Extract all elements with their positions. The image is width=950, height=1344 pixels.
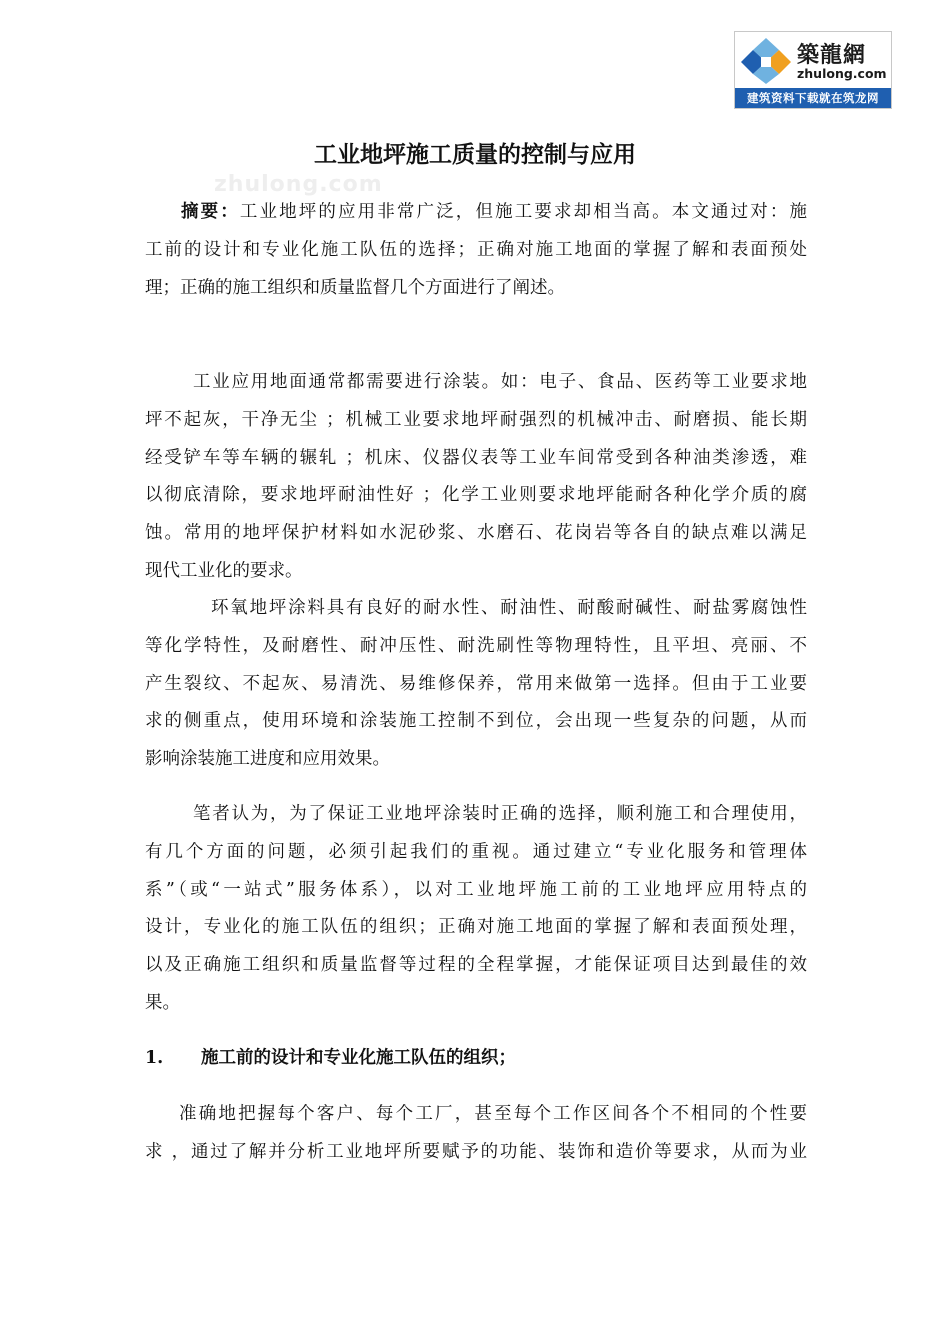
paragraph-line: 笔者认为，为了保证工业地坪涂装时正确的选择，顺利施工和合理使用， [193,804,807,824]
paragraph-line: 坪不起灰，干净无尘 ；机械工业要求地坪耐强烈的机械冲击、耐磨损、能长期 [145,409,807,430]
paragraph-line: 蚀。常用的地坪保护材料如水泥砂浆、水磨石、花岗岩等各自的缺点难以满足 [145,523,807,544]
paragraph-line: 系”（或“一站式”服务体系），以对工业地坪施工前的工业地坪应用特点的 [145,879,807,900]
paragraph-line: 经受铲车等车辆的辗轧 ；机床、仪器仪表等工业车间常受到各种油类渗透，难 [145,447,807,468]
logo-brand-en: zhulong.com [797,66,887,81]
logo-brand-cn: 築龍網 [797,43,867,68]
paragraph-line: 现代工业化的要求。 [145,560,303,581]
paragraph-line: 环氧地坪涂料具有良好的耐水性、耐油性、耐酸耐碱性、耐盐雾腐蚀性 [211,598,807,618]
paragraph-line: 产生裂纹、不起灰、易清洗、易维修保养，常用来做第一选择。但由于工业要 [145,673,807,694]
paragraph-line: 以及正确施工组织和质量监督等过程的全程掌握，才能保证项目达到最佳的效 [145,955,807,976]
paragraph-line: 求 ，通过了解并分析工业地坪所要赋予的功能、装饰和造价等要求，从而为业 [145,1141,807,1162]
abstract-label: 摘要： [181,202,240,222]
abstract-line: 工前的设计和专业化施工队伍的选择；正确对施工地面的掌握了解和表面预处 [145,239,807,260]
section-title: 施工前的设计和专业化施工队伍的组织； [201,1048,516,1068]
logo-diamond-icon [739,36,793,86]
document-title: 工业地坪施工质量的控制与应用 [314,141,636,168]
abstract-paragraph [145,194,807,307]
paragraph-line: 准确地把握每个客户、每个工厂，甚至每个工作区间各个不相同的个性要 [179,1104,807,1124]
paragraph-line: 果。 [145,992,180,1013]
body-paragraph-1 [145,364,807,591]
section-number: 1. [145,1048,164,1068]
paragraph-line: 设计，专业化的施工队伍的组织；正确对施工地面的掌握了解和表面预处理， [145,917,807,938]
paragraph-line: 求的侧重点，使用环境和涂装施工控制不到位，会出现一些复杂的问题，从而 [145,711,807,732]
paragraph-line: 有几个方面的问题，必须引起我们的重视。通过建立“专业化服务和管理体 [145,841,807,862]
zhulong-logo [734,31,892,109]
paragraph-line: 工业应用地面通常都需要进行涂装。如：电子、食品、医药等工业要求地 [193,372,807,392]
watermark: zhulong.com [214,172,383,197]
abstract-line: 摘要：工业地坪的应用非常广泛，但施工要求却相当高。本文通过对：施 [181,202,808,222]
body-paragraph-4 [145,1096,807,1172]
section-heading-1 [145,1044,516,1069]
body-paragraph-2 [145,590,807,779]
logo-tagline: 建筑资料下载就在筑龙网 [735,88,891,108]
paragraph-line: 影响涂装施工进度和应用效果。 [145,749,390,770]
abstract-line: 理；正确的施工组织和质量监督几个方面进行了阐述。 [145,277,565,298]
body-paragraph-3 [145,796,807,1023]
paragraph-line: 等化学特性，及耐磨性、耐冲压性、耐洗刷性等物理特性，且平坦、亮丽、不 [145,635,807,656]
paragraph-line: 以彻底清除，要求地坪耐油性好 ；化学工业则要求地坪能耐各种化学介质的腐 [145,485,807,506]
